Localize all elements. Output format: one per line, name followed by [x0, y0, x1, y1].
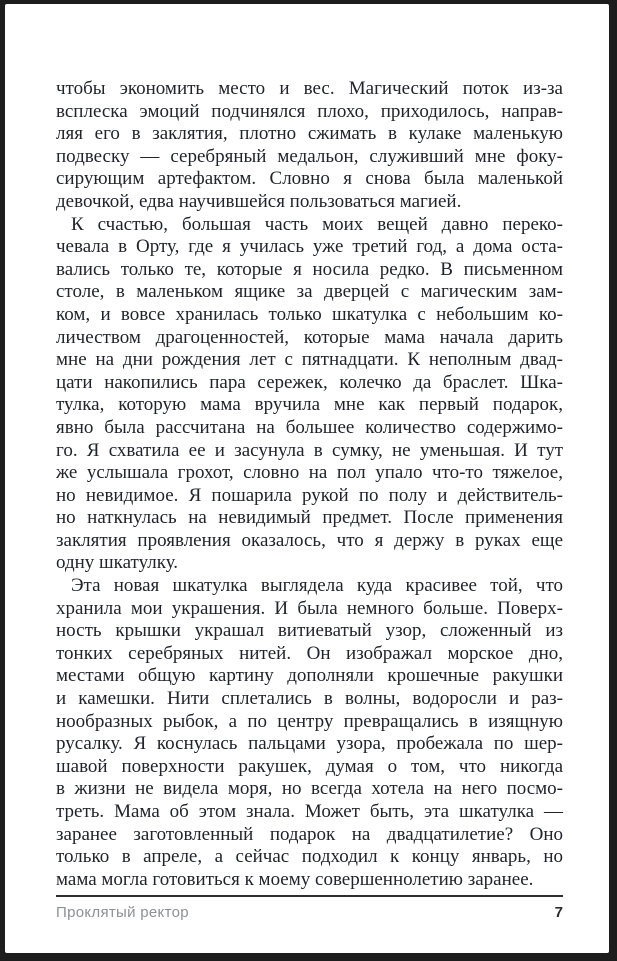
text-line: заранее заготовленный подарок на двадцатилетие? Оно — [56, 823, 563, 845]
text-line: столе, в маленьком ящике за дверцей с магическим зам- — [56, 281, 563, 303]
book-page — [5, 4, 609, 953]
text-line: тонких серебряных нитей. Он изображал морское дно, — [56, 642, 563, 664]
text-line: девочкой, едва научившейся пользоваться магией. — [56, 190, 462, 212]
text-line: ность крышки украшал витиеватый узор, сложенный из — [56, 620, 563, 642]
text-line: личеством драгоценностей, которые мама начала дарить — [56, 326, 563, 348]
page-footer — [56, 895, 563, 921]
text-line: и камешки. Нити сплетались в волны, водоросли и раз- — [56, 688, 563, 710]
text-line: но наткнулась на невидимый предмет. После применения — [56, 507, 563, 529]
text-line: одну шкатулку. — [56, 552, 179, 574]
text-line: Эта новая шкатулка выглядела куда красивее той, что — [71, 575, 563, 597]
text-line: русалку. Я коснулась пальцами узора, пробежала по шер- — [56, 733, 563, 755]
text-line: го. Я схватила ее и засунула в сумку, не уменьшая. И тут — [56, 439, 563, 461]
text-line: чтобы экономить место и вес. Магический поток из-за — [56, 78, 563, 99]
page-number: 7 — [554, 904, 563, 921]
page-text — [56, 78, 563, 891]
text-line: мне на дни рождения лет с пятнадцати. К неполным двад- — [56, 349, 563, 371]
text-line: заклятия проявления оказалось, что я держу в руках еще — [56, 529, 563, 551]
text-line: хранила мои украшения. И была немного больше. Поверх- — [56, 597, 563, 619]
text-line: же услышала грохот, словно на пол упало что-то тяжелое, — [56, 462, 563, 484]
text-line: шавой поверхности ракушек, думая о том, что никогда — [56, 755, 563, 777]
text-line: мама могла готовиться к моему совершеннолетию заранее. — [56, 868, 534, 890]
text-line: К счастью, большая часть моих вещей давно переко- — [71, 213, 563, 235]
text-line: вались только те, которые я носила редко. В письменном — [56, 258, 563, 280]
text-line: только в апреле, а сейчас подходил к концу январь, но — [56, 846, 563, 868]
text-line: явно была рассчитана на большее количество содержимо- — [56, 416, 563, 438]
text-line: в жизни не видела моря, но всегда хотела на него посмо- — [56, 778, 563, 800]
text-line: цати накопились пара сережек, колечко да браслет. Шка- — [56, 371, 563, 393]
text-line: чевала в Орту, где я училась уже третий год, а дома оста- — [56, 236, 563, 258]
text-line: но невидимое. Я пошарила рукой по полу и действитель- — [56, 484, 563, 506]
text-line: ляя его в заклятия, плотно сжимать в кулаке маленькую — [56, 123, 563, 145]
text-line: всплеска эмоций подчинялся плохо, приходилось, направ- — [56, 100, 563, 122]
text-line: подвеску — серебряный медальон, служивший мне фоку- — [56, 145, 563, 167]
text-line: треть. Мама об этом знала. Может быть, эта шкатулка — — [56, 801, 563, 822]
running-title: Проклятый ректор — [56, 904, 189, 921]
text-line: нообразных рыбок, а по центру превращались в изящную — [56, 710, 563, 732]
text-line: тулка, которую мама вручила мне как первый подарок, — [56, 394, 563, 416]
text-line: местами общую картину дополняли крошечные ракушки — [56, 665, 563, 687]
text-line: ком, и вовсе хранилась только шкатулка с небольшим ко- — [56, 303, 563, 325]
text-line: сирующим артефактом. Словно я снова была маленькой — [56, 168, 563, 190]
